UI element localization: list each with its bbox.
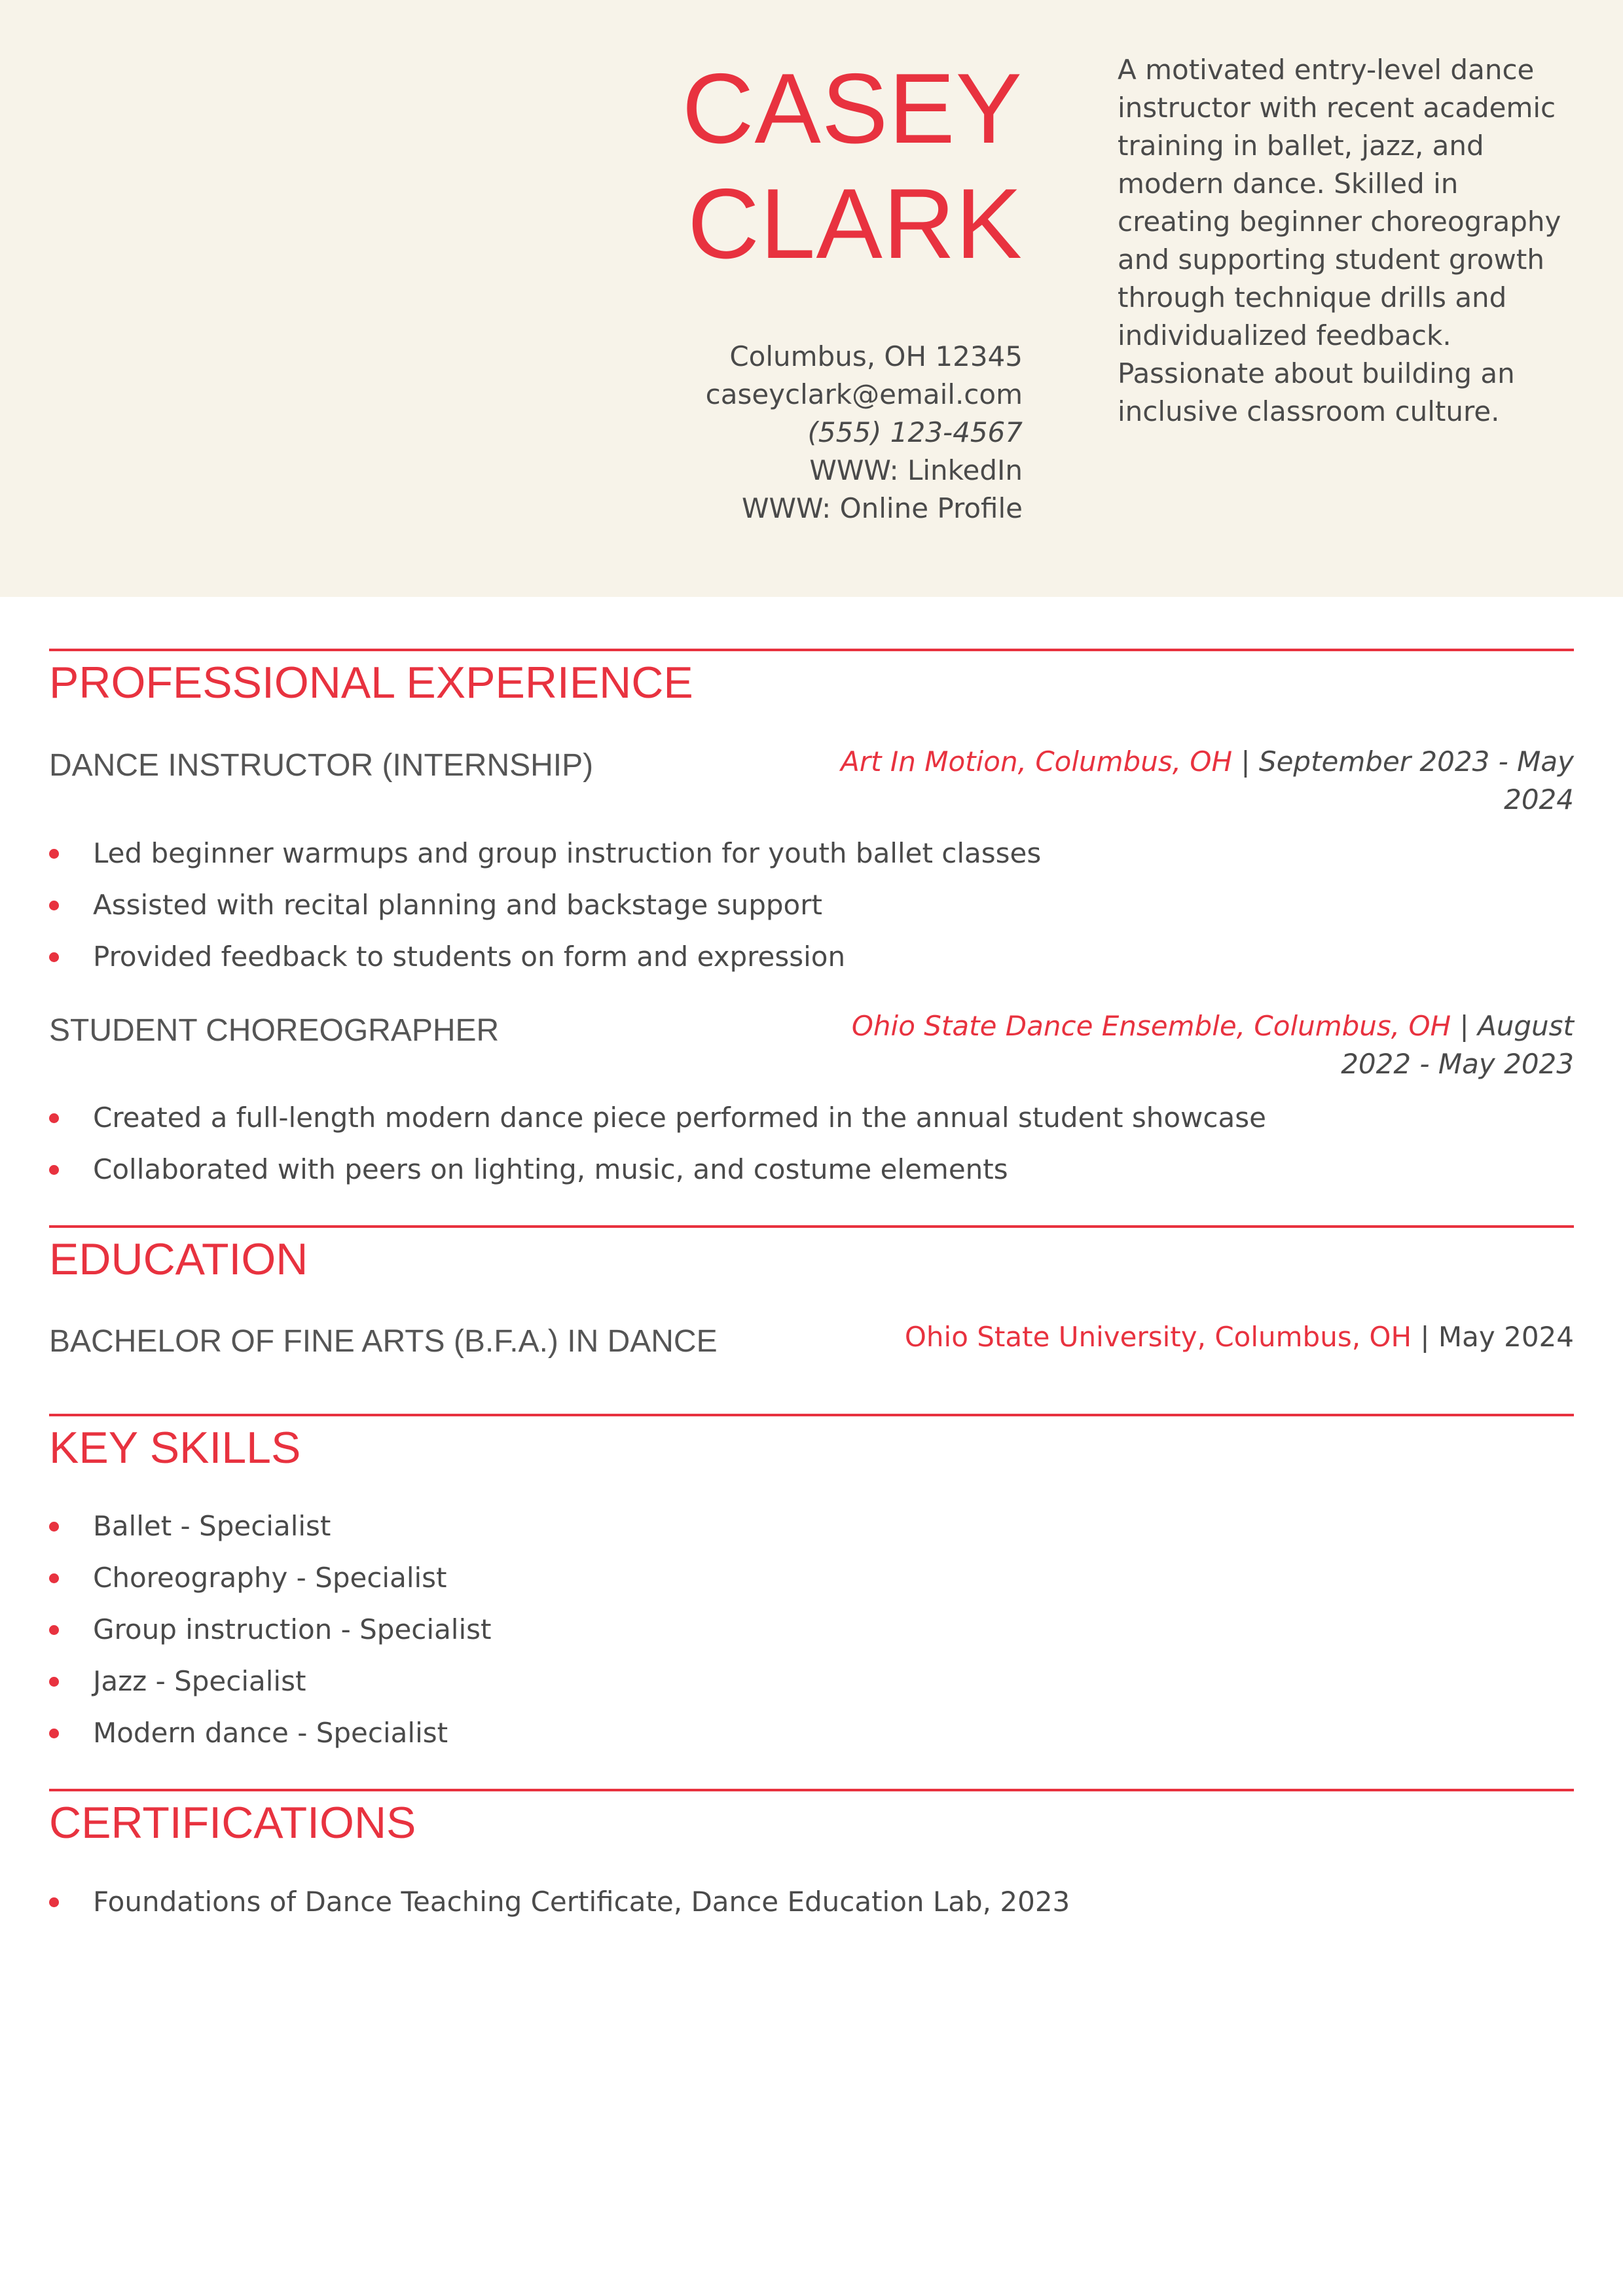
- first-name: CASEY: [682, 53, 1023, 164]
- bullet-dot-icon: [49, 1625, 59, 1635]
- skill-item: Ballet - Specialist: [49, 1500, 492, 1552]
- header-band: [0, 0, 1623, 597]
- degree-title: BACHELOR OF FINE ARTS (B.F.A.) IN DANCE: [49, 1324, 718, 1359]
- bullet-dot-icon: [49, 1522, 59, 1532]
- last-name: CLARK: [687, 168, 1023, 279]
- bullet-dot-icon: [49, 952, 59, 962]
- job-bullet: Collaborated with peers on lighting, music, and costume elements: [49, 1143, 1266, 1195]
- education-divider: [49, 1225, 1574, 1228]
- education-heading: EDUCATION: [49, 1234, 308, 1284]
- bullet-dot-icon: [49, 901, 59, 910]
- contact-block: [706, 338, 1023, 528]
- experience-heading: PROFESSIONAL EXPERIENCE: [49, 658, 693, 708]
- job-title: STUDENT CHOREOGRAPHER: [49, 1013, 500, 1048]
- skills-heading: KEY SKILLS: [49, 1423, 301, 1473]
- education-meta: [841, 1318, 1574, 1356]
- bullet-dot-icon: [49, 1729, 59, 1738]
- contact-phone[interactable]: (555) 123-4567: [807, 416, 1023, 448]
- skill-item: Modern dance - Specialist: [49, 1707, 492, 1759]
- job-bullet-list: [49, 827, 1041, 982]
- skill-item: Jazz - Specialist: [49, 1655, 492, 1707]
- certifications-divider: [49, 1789, 1574, 1791]
- skill-item: Group instruction - Specialist: [49, 1604, 492, 1655]
- job-bullet: Created a full-length modern dance piece performed in the annual student showcase: [49, 1092, 1266, 1143]
- job-dates: August 2022 - May 2023: [1341, 1010, 1574, 1080]
- bullet-dot-icon: [49, 849, 59, 859]
- meta-separator: |: [1451, 1010, 1478, 1042]
- certification-item: Foundations of Dance Teaching Certificate, Dance Education Lab, 2023: [49, 1876, 1070, 1928]
- certifications-list: [49, 1876, 1070, 1928]
- job-meta: [841, 1007, 1574, 1083]
- job-bullet: Assisted with recital planning and backstage support: [49, 879, 1041, 931]
- job-employer: Ohio State Dance Ensemble, Columbus, OH: [851, 1010, 1451, 1042]
- contact-location: Columbus, OH 12345: [729, 340, 1023, 372]
- certifications-heading: CERTIFICATIONS: [49, 1798, 416, 1848]
- skills-list: [49, 1500, 492, 1759]
- bullet-dot-icon: [49, 1677, 59, 1687]
- contact-profile-link[interactable]: WWW: Online Profile: [741, 492, 1023, 524]
- graduation-date: May 2024: [1438, 1321, 1574, 1353]
- job-meta: [841, 743, 1574, 819]
- skills-divider: [49, 1414, 1574, 1416]
- meta-separator: |: [1412, 1321, 1438, 1353]
- bullet-dot-icon: [49, 1573, 59, 1583]
- meta-separator: |: [1232, 745, 1259, 778]
- school-name: Ohio State University, Columbus, OH: [904, 1321, 1412, 1353]
- job-dates: September 2023 - May 2024: [1258, 745, 1574, 816]
- contact-linkedin-link[interactable]: WWW: LinkedIn: [809, 454, 1023, 486]
- job-employer: Art In Motion, Columbus, OH: [841, 745, 1233, 778]
- contact-email[interactable]: caseyclark@email.com: [705, 378, 1023, 410]
- bullet-dot-icon: [49, 1897, 59, 1907]
- job-title: DANCE INSTRUCTOR (INTERNSHIP): [49, 748, 594, 783]
- job-bullet: Led beginner warmups and group instruction for youth ballet classes: [49, 827, 1041, 879]
- skill-item: Choreography - Specialist: [49, 1552, 492, 1604]
- candidate-name: [682, 51, 1023, 281]
- professional-summary: A motivated entry-level dance instructor with recent academic training in ballet, jazz, and modern dance. Skilled in creating beginner choreography and supporting student growth through technique drills and individualized feedback. Passionate about building an inclusive classroom culture.: [1118, 54, 1561, 427]
- job-bullet-list: [49, 1092, 1266, 1195]
- experience-divider: [49, 649, 1574, 651]
- bullet-dot-icon: [49, 1165, 59, 1175]
- job-bullet: Provided feedback to students on form and expression: [49, 931, 1041, 982]
- bullet-dot-icon: [49, 1113, 59, 1123]
